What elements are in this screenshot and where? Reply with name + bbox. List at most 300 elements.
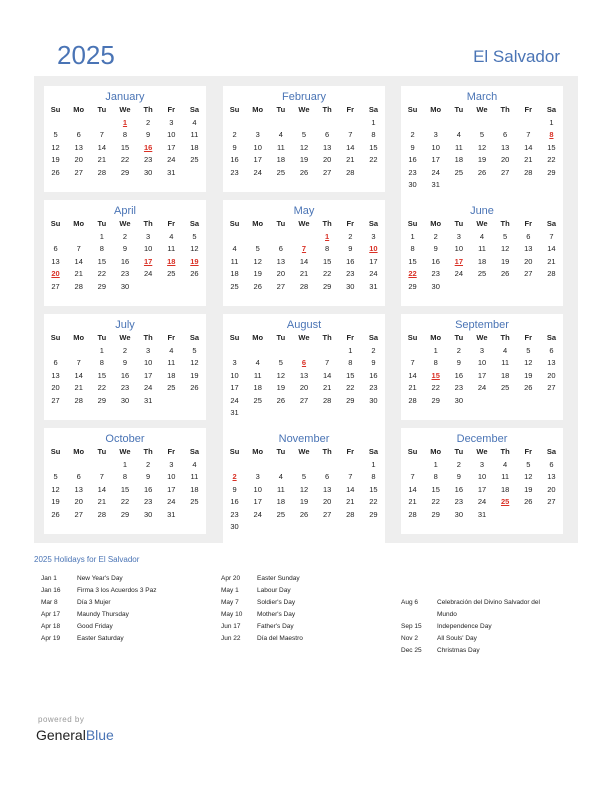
day-cell xyxy=(223,231,246,244)
weekday-header: Fr xyxy=(524,333,533,342)
day-cell: 12 xyxy=(51,484,60,494)
day-cell xyxy=(269,231,292,244)
day-cell: 1 xyxy=(410,231,415,241)
weekday-header: Sa xyxy=(546,219,557,228)
day-cell: 13 xyxy=(547,358,556,367)
day-cell: 25 xyxy=(454,167,464,177)
day-cell: 26 xyxy=(500,269,510,278)
holiday-name: Labour Day xyxy=(257,587,291,594)
day-cell: 10 xyxy=(230,370,239,380)
day-cell: 6 xyxy=(53,358,58,367)
day-cell: 11 xyxy=(276,142,285,152)
day-cell: 5 xyxy=(301,472,307,481)
holiday-name: Mundo xyxy=(437,611,457,618)
day-cell: 18 xyxy=(477,256,487,266)
month-2 xyxy=(401,86,563,204)
day-cell: 11 xyxy=(167,244,176,253)
day-cell: 29 xyxy=(547,167,556,177)
day-cell xyxy=(183,509,206,522)
day-cell: 7 xyxy=(76,244,81,253)
day-cell: 3 xyxy=(169,459,174,469)
day-cell: 24 xyxy=(477,383,487,392)
day-cell: 8 xyxy=(348,358,353,367)
day-cell: 24 xyxy=(167,497,176,506)
day-cell: 9 xyxy=(122,358,128,367)
day-cell xyxy=(292,345,315,358)
day-cell: 2 xyxy=(122,231,128,241)
day-cell: 2 xyxy=(348,231,353,241)
day-cell: 18 xyxy=(253,383,262,392)
day-cell: 16 xyxy=(408,155,417,164)
day-cell: 15 xyxy=(431,484,440,494)
day-cell xyxy=(401,459,424,472)
holiday-name: Maundy Thursday xyxy=(77,611,129,618)
day-cell: 14 xyxy=(346,484,355,494)
weekday-header: Sa xyxy=(546,105,557,114)
holiday-name: Independence Day xyxy=(437,623,492,630)
day-cell: 28 xyxy=(524,167,533,177)
day-cell: 6 xyxy=(76,472,81,481)
day-cell: 5 xyxy=(192,231,197,241)
day-cell: 6 xyxy=(549,459,554,469)
day-cell xyxy=(292,407,315,420)
day-cell: 6 xyxy=(325,472,330,481)
month-name: April xyxy=(113,205,136,217)
day-cell: 23 xyxy=(230,167,239,177)
day-cell: 11 xyxy=(167,358,176,367)
weekday-header: Su xyxy=(407,333,418,342)
holiday-name: Soldier's Day xyxy=(257,599,296,606)
day-cell: 15 xyxy=(120,484,130,494)
holiday-date: Jan 16 xyxy=(41,587,61,594)
weekday-header: Tu xyxy=(97,105,107,114)
day-cell: 26 xyxy=(299,509,309,519)
weekday-header: We xyxy=(119,219,131,228)
day-cell: 12 xyxy=(500,244,510,253)
day-cell xyxy=(316,407,339,420)
day-cell: 3 xyxy=(232,358,237,367)
month-8 xyxy=(401,314,563,420)
holiday-name: Christmas Day xyxy=(437,647,480,654)
day-cell xyxy=(67,345,90,358)
weekday-header: We xyxy=(476,447,488,456)
month-name: January xyxy=(105,91,145,103)
brand-general: General xyxy=(36,727,86,743)
day-cell: 4 xyxy=(479,231,485,241)
day-cell: 28 xyxy=(74,395,83,405)
day-cell: 5 xyxy=(278,358,283,367)
day-cell: 24 xyxy=(477,497,487,506)
day-cell: 12 xyxy=(51,142,60,152)
day-cell: 17 xyxy=(431,155,440,164)
day-cell: 1 xyxy=(122,459,128,469)
day-cell: 28 xyxy=(547,269,556,278)
holiday-date: Jun 22 xyxy=(221,635,241,642)
day-cell: 10 xyxy=(431,142,440,152)
day-cell: 18 xyxy=(190,484,199,494)
day-cell: 17 xyxy=(454,256,464,266)
day-cell: 15 xyxy=(120,142,130,152)
month-days-table xyxy=(223,218,385,293)
day-cell: 31 xyxy=(167,509,176,519)
day-cell: 25 xyxy=(276,509,286,519)
weekday-header: Su xyxy=(229,219,240,228)
day-cell xyxy=(183,167,206,180)
day-cell: 7 xyxy=(99,130,104,139)
day-cell: 13 xyxy=(74,142,83,152)
day-cell: 3 xyxy=(146,345,151,355)
weekday-header: Th xyxy=(143,105,153,114)
day-cell: 16 xyxy=(454,484,464,494)
day-cell: 20 xyxy=(500,155,510,164)
day-cell: 12 xyxy=(276,370,286,380)
day-cell xyxy=(339,407,362,420)
holiday-item xyxy=(41,609,156,621)
day-cell: 10 xyxy=(477,358,487,367)
day-cell: 5 xyxy=(53,130,58,139)
day-cell: 27 xyxy=(51,281,60,291)
day-cell xyxy=(362,521,385,534)
weekday-header: Sa xyxy=(368,219,379,228)
day-cell xyxy=(246,117,269,130)
weekday-header: Tu xyxy=(454,333,464,342)
day-cell: 26 xyxy=(524,383,533,392)
day-cell: 4 xyxy=(456,130,461,139)
day-cell xyxy=(362,167,385,180)
holiday-item xyxy=(41,585,156,597)
day-cell: 1 xyxy=(433,345,438,355)
day-cell: 19 xyxy=(253,269,262,278)
month-name: July xyxy=(115,319,135,331)
day-cell: 27 xyxy=(276,281,286,291)
day-cell: 25 xyxy=(477,269,487,278)
day-cell: 5 xyxy=(53,472,58,481)
day-cell: 23 xyxy=(346,269,355,278)
day-cell: 15 xyxy=(97,370,107,380)
month-name: February xyxy=(281,91,327,103)
holiday-item xyxy=(401,621,540,633)
day-cell: 27 xyxy=(322,167,332,177)
day-cell: 11 xyxy=(230,256,239,266)
day-cell: 26 xyxy=(477,167,487,177)
day-cell: 25 xyxy=(276,167,286,177)
day-cell: 21 xyxy=(74,269,83,278)
month-11 xyxy=(401,428,563,534)
day-cell: 25 xyxy=(500,383,510,392)
day-cell: 22 xyxy=(120,155,130,164)
day-cell: 14 xyxy=(97,484,107,494)
day-cell: 19 xyxy=(524,484,533,494)
month-days-table xyxy=(44,446,206,521)
month-name: November xyxy=(278,433,330,445)
day-cell: 8 xyxy=(122,130,128,139)
day-cell: 15 xyxy=(431,370,440,380)
day-cell: 19 xyxy=(190,256,199,266)
day-cell: 28 xyxy=(97,167,107,177)
day-cell: 20 xyxy=(74,497,83,506)
holiday-date: Mar 8 xyxy=(41,599,58,606)
weekday-header: Mo xyxy=(73,219,85,228)
weekday-header: Th xyxy=(322,447,332,456)
weekday-header: Fr xyxy=(524,219,533,228)
day-cell: 29 xyxy=(322,281,332,291)
day-cell: 4 xyxy=(169,231,174,241)
weekday-header: Fr xyxy=(346,333,355,342)
weekday-header: Tu xyxy=(97,219,107,228)
weekday-header: Sa xyxy=(189,333,200,342)
holiday-date: Sep 15 xyxy=(401,623,422,630)
day-cell: 9 xyxy=(456,358,461,367)
day-cell: 14 xyxy=(524,142,533,152)
day-cell: 30 xyxy=(230,522,239,531)
weekday-header: Tu xyxy=(454,219,464,228)
holiday-item xyxy=(221,621,303,633)
holiday-date: Apr 20 xyxy=(221,575,241,582)
day-cell: 18 xyxy=(230,269,239,278)
day-cell: 21 xyxy=(74,383,83,392)
day-cell xyxy=(90,117,113,130)
brand-logo[interactable] xyxy=(36,727,114,743)
holiday-date: May 10 xyxy=(221,611,243,618)
day-cell: 20 xyxy=(322,497,332,506)
day-cell: 2 xyxy=(122,345,128,355)
day-cell: 4 xyxy=(255,358,260,367)
day-cell: 3 xyxy=(479,459,485,469)
day-cell: 9 xyxy=(146,472,151,481)
day-cell: 6 xyxy=(549,345,554,355)
day-cell: 18 xyxy=(454,155,464,164)
day-cell: 10 xyxy=(167,472,176,481)
day-cell: 16 xyxy=(143,142,153,152)
day-cell: 2 xyxy=(232,130,237,139)
weekday-header: Sa xyxy=(546,447,557,456)
day-cell: 24 xyxy=(369,269,378,278)
day-cell: 1 xyxy=(371,117,376,127)
day-cell: 7 xyxy=(325,358,330,367)
day-cell xyxy=(540,179,563,192)
day-cell: 11 xyxy=(190,130,199,139)
day-cell: 3 xyxy=(479,345,485,355)
day-cell: 5 xyxy=(526,459,531,469)
day-cell: 10 xyxy=(143,244,153,253)
weekday-header: Mo xyxy=(430,105,442,114)
day-cell: 13 xyxy=(51,256,60,266)
day-cell: 20 xyxy=(276,269,286,278)
day-cell: 23 xyxy=(431,269,440,278)
day-cell: 18 xyxy=(276,155,286,164)
day-cell: 10 xyxy=(167,130,176,139)
day-cell: 31 xyxy=(369,281,378,291)
day-cell: 14 xyxy=(74,256,83,266)
day-cell: 29 xyxy=(97,395,107,405)
day-cell: 15 xyxy=(547,142,556,152)
day-cell: 7 xyxy=(549,231,554,241)
day-cell: 5 xyxy=(192,345,197,355)
day-cell: 4 xyxy=(503,459,508,469)
day-cell: 30 xyxy=(431,281,440,291)
day-cell: 25 xyxy=(190,497,199,506)
holiday-item xyxy=(221,633,303,645)
month-7 xyxy=(223,314,385,432)
day-cell: 7 xyxy=(410,472,415,481)
day-cell: 3 xyxy=(146,231,151,241)
day-cell: 14 xyxy=(97,142,107,152)
day-cell: 1 xyxy=(549,117,554,127)
day-cell xyxy=(517,395,540,408)
day-cell: 17 xyxy=(477,370,487,380)
day-cell: 22 xyxy=(369,155,378,164)
month-days-table xyxy=(401,446,563,521)
day-cell xyxy=(44,231,67,244)
holiday-date: May 1 xyxy=(221,587,239,594)
month-name: May xyxy=(293,205,315,217)
day-cell: 21 xyxy=(322,383,332,392)
weekday-header: Th xyxy=(322,105,332,114)
month-name: August xyxy=(286,319,322,331)
weekday-header: Fr xyxy=(346,105,355,114)
holiday-date: Apr 17 xyxy=(41,611,61,618)
day-cell xyxy=(67,117,90,130)
day-cell: 20 xyxy=(547,370,556,380)
month-name: December xyxy=(456,433,508,445)
country-title: El Salvador xyxy=(473,47,560,66)
day-cell: 20 xyxy=(74,155,83,164)
day-cell: 31 xyxy=(477,509,487,519)
day-cell xyxy=(269,521,292,534)
month-days-table xyxy=(401,218,563,293)
day-cell: 4 xyxy=(169,345,174,355)
day-cell: 6 xyxy=(53,244,58,253)
day-cell xyxy=(517,281,540,294)
day-cell: 19 xyxy=(276,383,286,392)
day-cell: 18 xyxy=(190,142,199,152)
day-cell xyxy=(160,395,183,408)
day-cell: 18 xyxy=(500,370,510,380)
day-cell xyxy=(494,509,517,522)
weekday-header: Su xyxy=(407,105,418,114)
day-cell: 2 xyxy=(456,459,461,469)
day-cell xyxy=(292,521,315,534)
weekday-header: Fr xyxy=(524,105,533,114)
day-cell: 23 xyxy=(143,155,153,164)
day-cell: 29 xyxy=(120,167,130,177)
day-cell: 9 xyxy=(122,244,128,253)
day-cell: 31 xyxy=(167,167,176,177)
day-cell: 13 xyxy=(299,370,309,380)
day-cell: 8 xyxy=(410,244,415,253)
day-cell: 25 xyxy=(500,497,510,506)
weekday-header: We xyxy=(476,333,488,342)
day-cell xyxy=(292,231,315,244)
day-cell: 3 xyxy=(456,231,461,241)
holiday-name: New Year's Day xyxy=(77,575,123,582)
weekday-header: Th xyxy=(500,219,510,228)
day-cell: 6 xyxy=(76,130,81,139)
day-cell: 12 xyxy=(524,472,533,481)
day-cell: 11 xyxy=(190,472,199,481)
day-cell: 22 xyxy=(120,497,130,506)
day-cell: 21 xyxy=(547,256,556,266)
weekday-header: Su xyxy=(229,447,240,456)
day-cell: 1 xyxy=(433,459,438,469)
day-cell: 24 xyxy=(230,395,239,405)
day-cell: 19 xyxy=(299,497,309,506)
day-cell: 19 xyxy=(524,370,533,380)
day-cell: 12 xyxy=(190,358,199,367)
weekday-header: Mo xyxy=(73,105,85,114)
day-cell: 22 xyxy=(346,383,355,392)
day-cell: 13 xyxy=(74,484,83,494)
day-cell: 8 xyxy=(433,358,438,367)
month-days-table xyxy=(44,332,206,407)
month-6 xyxy=(44,314,206,420)
weekday-header: Su xyxy=(50,105,61,114)
day-cell: 8 xyxy=(99,358,104,367)
weekday-header: Th xyxy=(143,219,153,228)
weekday-header: Su xyxy=(50,333,61,342)
day-cell: 20 xyxy=(299,383,309,392)
day-cell: 23 xyxy=(408,167,417,177)
day-cell: 9 xyxy=(146,130,151,139)
day-cell xyxy=(470,281,493,294)
month-name: March xyxy=(466,91,498,103)
day-cell: 29 xyxy=(408,281,417,291)
day-cell: 19 xyxy=(477,155,487,164)
day-cell: 10 xyxy=(477,472,487,481)
day-cell: 7 xyxy=(301,244,307,253)
weekday-header: Mo xyxy=(73,447,85,456)
day-cell: 8 xyxy=(433,472,438,481)
day-cell: 6 xyxy=(503,130,508,139)
day-cell: 10 xyxy=(454,244,464,253)
day-cell: 11 xyxy=(276,484,285,494)
day-cell: 15 xyxy=(346,370,355,380)
day-cell: 9 xyxy=(433,244,438,253)
day-cell: 9 xyxy=(232,484,237,494)
holiday-item xyxy=(221,597,303,609)
day-cell: 4 xyxy=(278,130,283,139)
day-cell: 20 xyxy=(547,484,556,494)
holiday-item xyxy=(221,609,303,621)
day-cell xyxy=(183,395,206,408)
day-cell: 9 xyxy=(232,142,237,152)
day-cell: 26 xyxy=(276,395,286,405)
day-cell: 24 xyxy=(167,155,176,164)
day-cell: 21 xyxy=(97,497,107,506)
day-cell: 29 xyxy=(346,395,355,405)
day-cell xyxy=(292,459,315,472)
day-cell xyxy=(44,117,67,130)
weekday-header: Su xyxy=(50,447,61,456)
holidays-title: 2025 Holidays for El Salvador xyxy=(34,555,140,564)
day-cell: 27 xyxy=(524,269,533,278)
day-cell: 21 xyxy=(346,497,355,506)
day-cell: 4 xyxy=(192,459,197,469)
day-cell: 17 xyxy=(253,155,262,164)
day-cell: 3 xyxy=(169,117,174,127)
day-cell: 22 xyxy=(97,269,107,278)
holiday-name: Día 3 Mujer xyxy=(77,599,111,606)
day-cell: 4 xyxy=(503,345,508,355)
day-cell: 14 xyxy=(299,256,309,266)
day-cell xyxy=(494,179,517,192)
weekday-header: Su xyxy=(229,333,240,342)
day-cell xyxy=(269,345,292,358)
day-cell: 27 xyxy=(500,167,510,177)
day-cell: 28 xyxy=(299,281,309,291)
weekday-header: We xyxy=(298,219,310,228)
day-cell: 23 xyxy=(454,383,464,392)
